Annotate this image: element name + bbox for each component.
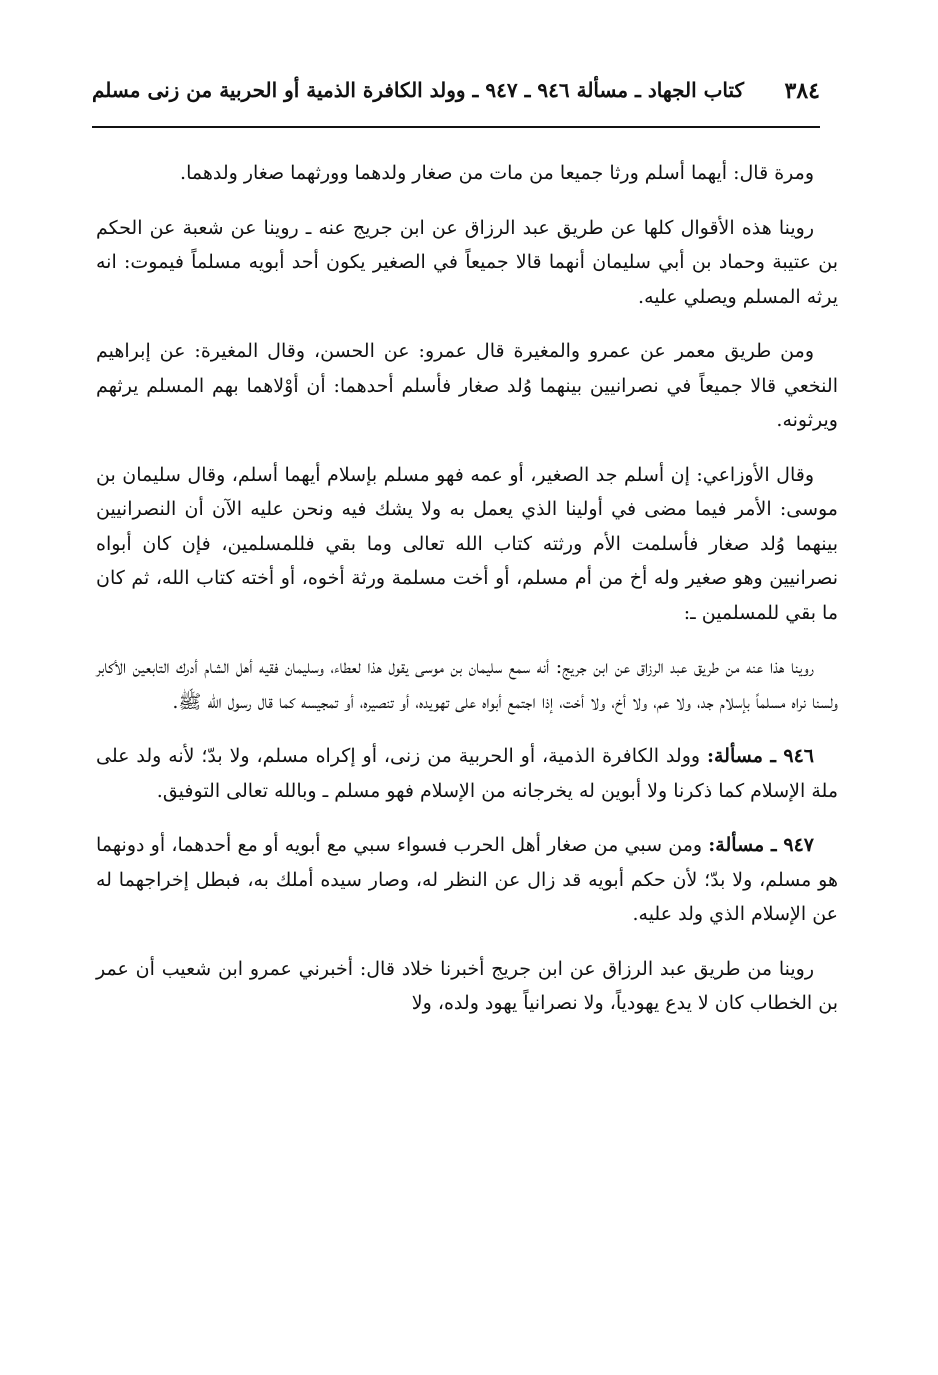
- issue-paragraph: [96, 739, 838, 808]
- paragraph: ومرة قال: أيهما أسلم ورثا جميعا من مات من صغار ولدهما وورثهما صغار ولدهما.: [180, 162, 814, 184]
- page-number: ٣٨٤: [784, 78, 820, 104]
- issue-text: ومن سبي من صغار أهل الحرب فسواء سبي مع أبويه أو مع أحدهما، أو دونهما هو مسلم، ولا بدّ؛ لأن حكم أبويه قد زال عن النظر له، وصار سيده أملك به، فبطل إخراجهما له عن الإسلام الذي ولد عليه.: [96, 834, 838, 925]
- issue-number: ٩٤٦ ـ مسألة:: [706, 745, 815, 767]
- issue-number: ٩٤٧ ـ مسألة:: [708, 834, 814, 856]
- issue-text: وولد الكافرة الذمية، أو الحربية من زنى، أو إكراه مسلم، ولا بدّ؛ لأنه ولد على ملة الإسلام كما ذكرنا ولا أبوين له يخرجانه من الإسلام فهو مسلم ـ وبالله تعالى التوفيق.: [96, 745, 838, 802]
- paragraph: روينا هذه الأقوال كلها عن طريق عبد الرزاق عن ابن جريج عنه ـ روينا عن شعبة عن الحكم بن عتيبة وحماد بن أبي سليمان أنهما قالا جميعاً في الصغير يكون أحد أبويه مسلماً فيموت: انه يرثه المسلم ويصلي عليه.: [96, 216, 838, 308]
- paragraph: روينا من طريق عبد الرزاق عن ابن جريج أخبرنا خلاد قال: أخبرني عمرو ابن شعيب أن عمر بن الخطاب كان لا يدع يهودياً، ولا نصرانياً يهود ولده، ولا: [96, 957, 838, 1014]
- paragraph: ومن طريق معمر عن عمرو والمغيرة قال عمرو: عن الحسن، وقال المغيرة: عن إبراهيم النخعي قالا جميعاً في نصرانيين بينهما وُلد صغار فأسلم أحدهما: أن أوْلاهما بهم المسلم يرثهم ويرثونه.: [96, 340, 838, 431]
- header-rule: [92, 126, 820, 128]
- running-header: [92, 78, 820, 118]
- header-title: كتاب الجهاد ـ مسألة ٩٤٦ ـ ٩٤٧ ـ وولد الكافرة الذمية أو الحربية من زنى مسلم: [92, 78, 745, 102]
- paragraph: وقال الأوزاعي: إن أسلم جد الصغير، أو عمه فهو مسلم بإسلام أيهما أسلم، وقال سليمان بن موسى: الأمر فيما مضى في أولينا الذي يعمل به ولا يشك فيه ونحن عليه الآن أن النصرانيين بينهما وُلد صغار فأسلمت الأم ورثته كتاب الله تعالى وما بقي فللمسلمين، فإن كان أبواه نصرانيين وهو صغير وله أخ من أم مسلم، أو أخت مسلمة ورثة أخوه، أو أخته كتاب الله، ثم كان ما بقي للمسلمين ـ:: [96, 463, 838, 624]
- paragraph: روينا هذا عنه من طريق عبد الرزاق عن ابن جريج: أنه سمع سليمان بن موسى يقول هذا لعطاء، وسليمان فقيه أهل الشام أدرك التابعين الأكابر ولسنا نراه مسلماً بإسلام جد، ولا عم، ولا أخ، ولا أخت، إذا اجتمع أبواه على تهويده، أو تنصيره، أو تمجيسه كما قال رسول الله ﷺ.: [96, 656, 838, 713]
- issue-paragraph: [96, 828, 838, 932]
- main-text: [96, 156, 838, 1021]
